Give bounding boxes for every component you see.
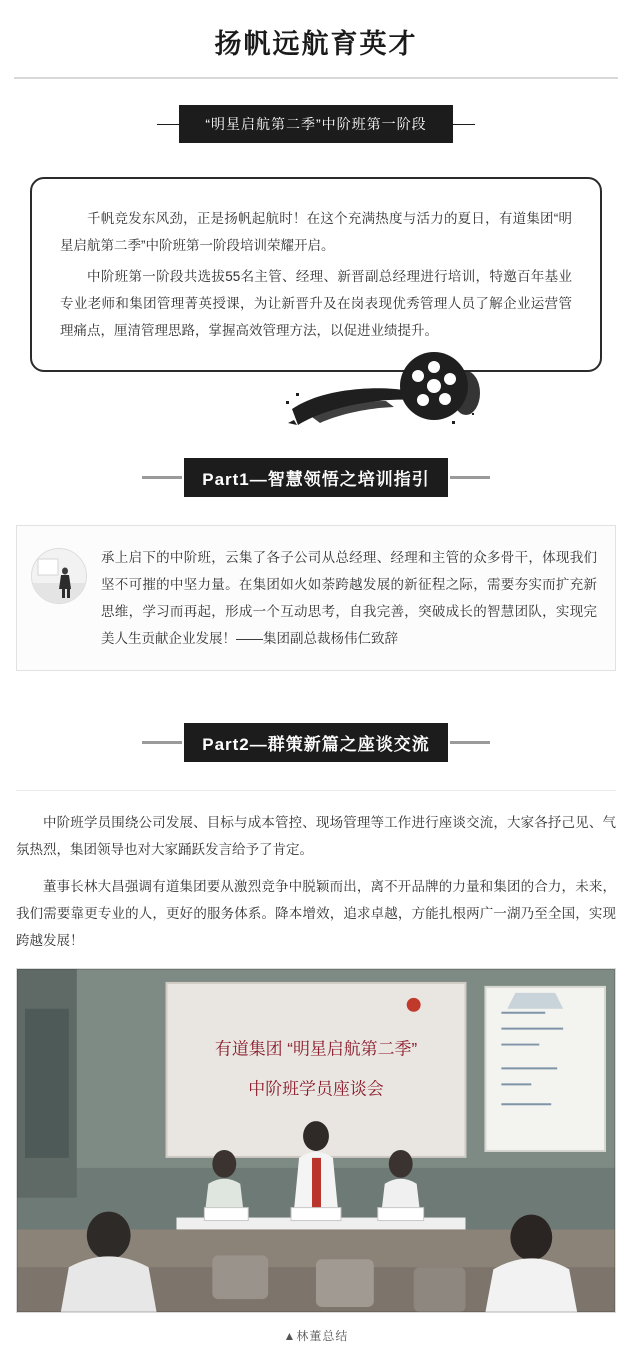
intro-paragraph-1: 千帆竞发东风劲，正是扬帆起航时！在这个充满热度与活力的夏日，有道集团“明星启航第二季”中阶班第一阶段培训荣耀开启。: [60, 211, 572, 253]
subtitle-banner: [0, 105, 632, 143]
part1-line-right: [450, 476, 490, 479]
part2-line-left: [142, 741, 182, 744]
svg-text:有道集团 “明星启航第二季”: 有道集团 “明星启航第二季”: [214, 1039, 418, 1059]
part2-header: [0, 723, 632, 762]
part2-label: Part2—群策新篇之座谈交流: [184, 723, 448, 762]
part2-paragraph-1: 中阶班学员围绕公司发展、目标与成本管控、现场管理等工作进行座谈交流，大家各抒己见、气氛热烈，集团领导也对大家踊跃发言给予了肯定。: [16, 815, 616, 857]
part2-paragraph-2: 董事长林大昌强调有道集团要从激烈竞争中脱颖而出，离不开品牌的力量和集团的合力，未来，我们需要靠更专业的人，更好的服务体系。降本增效，追求卓越，方能扎根两广一湖乃至全国，实现跨越发展！: [16, 879, 616, 948]
part1-header: [0, 458, 632, 497]
speaker-photo-avatar: [31, 548, 87, 604]
page-title: 扬帆远航育英才: [214, 29, 418, 59]
speech-text: 承上启下的中阶班，云集了各子公司从总经理、经理和主管的众多骨干，体现我们坚不可摧的中坚力量。在集团如火如荼跨越发展的新征程之际，需要夯实而扩充新思维，学习而再起，形成一个互动思考，自我完善，突破成长的智慧团队，实现完美人生贡献企业发展！——集团副总裁杨伟仁致辞: [101, 550, 597, 646]
speech-card: [16, 525, 616, 671]
seminar-photo: [16, 968, 616, 1313]
part1-line-left: [142, 476, 182, 479]
subtitle-label: “明星启航第二季”中阶班第一阶段: [179, 105, 452, 143]
part2-body: [16, 790, 616, 954]
part2-line-right: [450, 741, 490, 744]
svg-text:中阶班学员座谈会: 中阶班学员座谈会: [248, 1079, 384, 1099]
part1-label: Part1—智慧领悟之培训指引: [184, 458, 448, 497]
seminar-photo-wrap: [16, 968, 616, 1313]
film-reel-icon: [282, 339, 482, 434]
intro-paragraph-2: 中阶班第一阶段共选拔55名主管、经理、新晋副总经理进行培训，特邀百年基业专业老师和集团管理菁英授课，为让新晋升及在岗表现优秀管理人员了解企业运营管理痛点，厘清管理思路，掌握高效管理方法，以促进业绩提升。: [60, 269, 572, 338]
intro-section: [30, 177, 602, 372]
photo-caption: ▲林董总结: [283, 1329, 349, 1343]
title-divider: [14, 77, 618, 79]
